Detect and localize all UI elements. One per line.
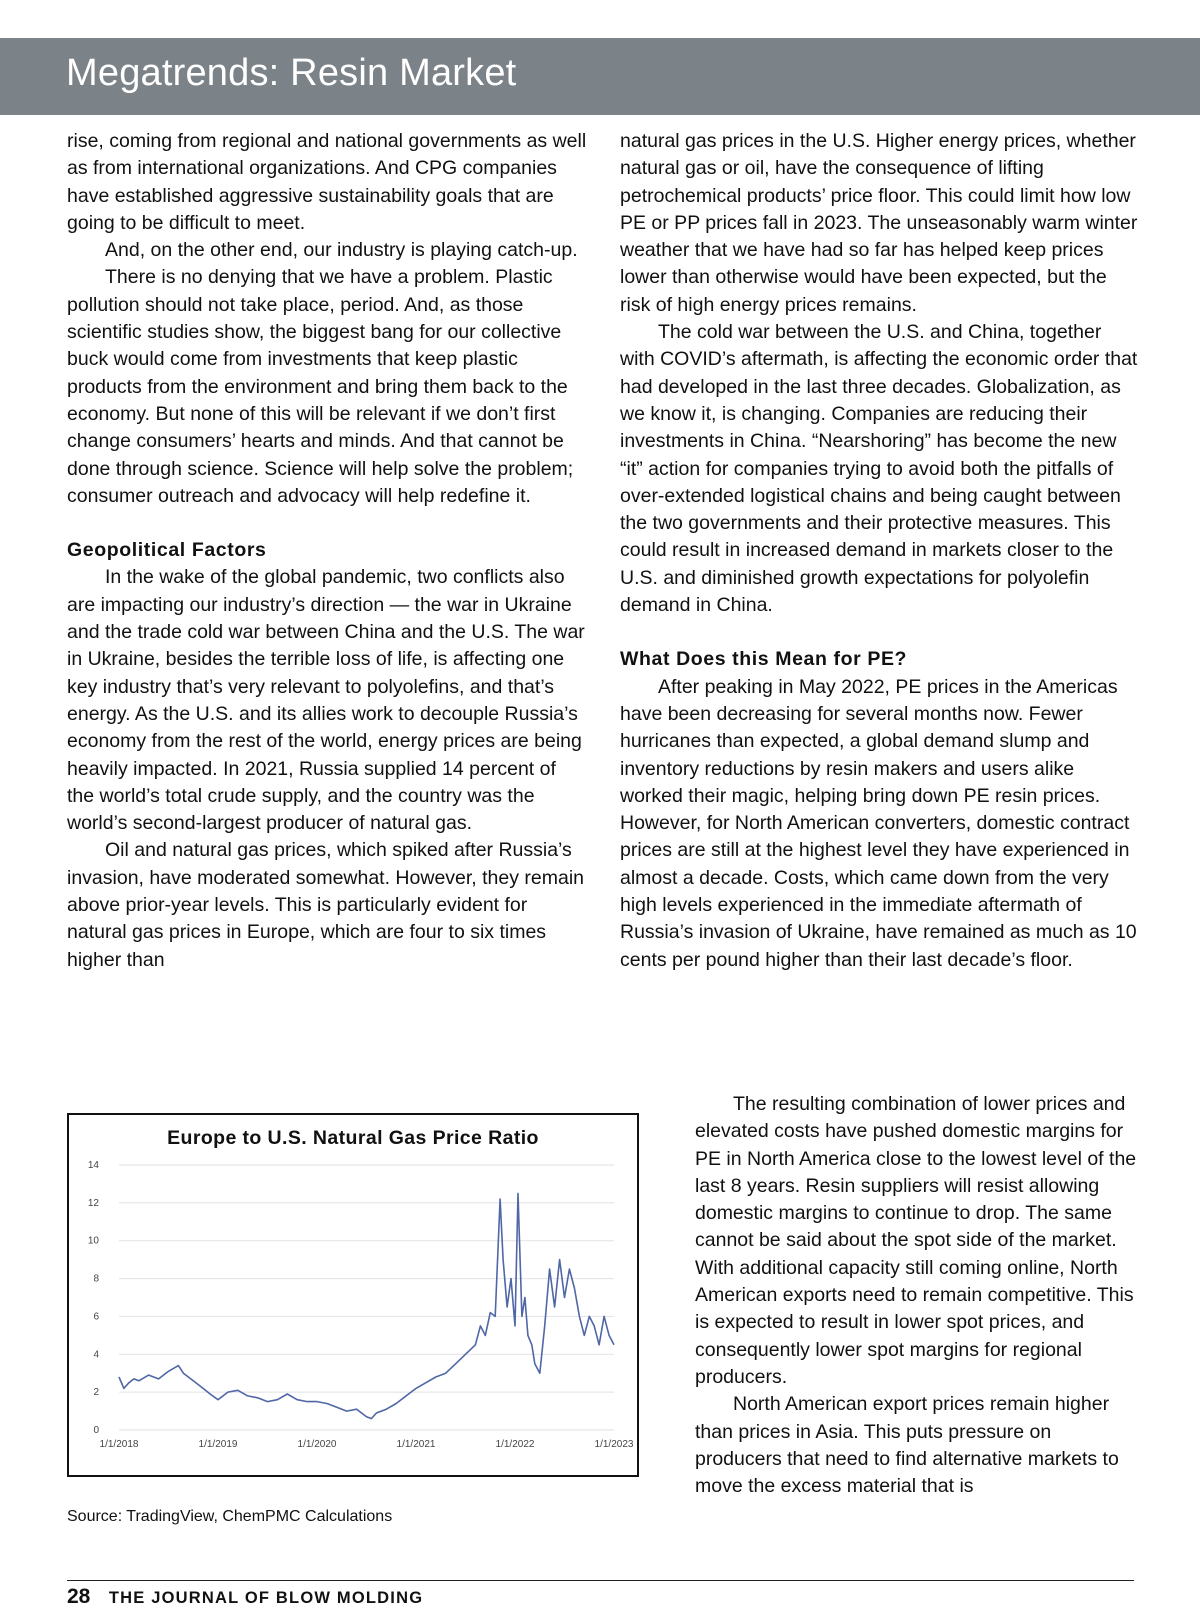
paragraph: And, on the other end, our industry is playing catch-up. xyxy=(105,239,578,262)
chart-title: Europe to U.S. Natural Gas Price Ratio xyxy=(167,1127,539,1149)
publication-name: THE JOURNAL OF BLOW MOLDING xyxy=(108,1589,424,1607)
y-tick-label: 10 xyxy=(87,1235,99,1247)
paragraph: In the wake of the global pandemic, two conflicts also are impacting our industry’s direction — the war in Ukraine and the trade cold war between China and the U.S. The war in Ukraine, besides the terrible loss of life, is affecting one key industry that’s very relevant to polyolefins, and that’s energy. As the U.S. and its allies work to decouple Russia’s economy from the rest of the world, energy prices are being heavily impacted. In 2021, Russia supplied 14 percent of the world’s total crude supply, and the country was the world’s second-largest producer of natural gas. xyxy=(67,566,585,835)
left-column xyxy=(67,128,587,974)
x-tick-label: 1/1/2018 xyxy=(99,1439,139,1450)
paragraph: The resulting combination of lower prices and elevated costs have pushed domestic margins for PE in North America close to the lowest level of the last 8 years. Resin suppliers will resist allowing domestic margins to continue to drop. The same cannot be said about the spot side of the market. With additional capacity still coming online, North American exports need to remain competitive. This is expected to result in lower spot prices, and consequently lower spot margins for regional producers. xyxy=(695,1093,1137,1388)
y-tick-label: 12 xyxy=(87,1197,99,1209)
x-tick-label: 1/1/2019 xyxy=(198,1439,238,1450)
right-column xyxy=(620,128,1140,974)
x-tick-label: 1/1/2021 xyxy=(396,1439,436,1450)
paragraph: The cold war between the U.S. and China, together with COVID’s aftermath, is affecting the economic order that had developed in the last three decades. Globalization, as we know it, is changing. Companies are reducing their investments in China. “Nearshoring” has become the new “it” action for companies trying to avoid both the pitfalls of over-extended logistical chains and being caught between the two governments and their protective measures. This could result in increased demand in markets closer to the U.S. and diminished growth expectations for polyolefin demand in China. xyxy=(620,321,1138,617)
chart-source: Source: TradingView, ChemPMC Calculations xyxy=(67,1508,393,1525)
paragraph: rise, coming from regional and national governments as well as from international organizations. And CPG companies have established aggressive sustainability goals that are going to be difficult to meet. xyxy=(67,130,587,234)
x-tick-label: 1/1/2022 xyxy=(495,1439,535,1450)
page-number: 28 xyxy=(67,1585,91,1608)
x-tick-label: 1/1/2023 xyxy=(594,1439,634,1450)
paragraph: North American export prices remain higher than prices in Asia. This puts pressure on producers that need to find alternative markets to move the excess material that is xyxy=(695,1393,1119,1498)
footer-divider xyxy=(67,1580,1134,1581)
page-header-bar xyxy=(0,38,1200,115)
page-header-title: Megatrends: Resin Market xyxy=(66,52,517,94)
paragraph: natural gas prices in the U.S. Higher energy prices, whether natural gas or oil, have the consequence of lifting petrochemical products’ price floor. This could limit how low PE or PP prices fall in 2023. The unseasonably warm winter weather that we have had so far has helped keep prices lower than otherwise would have been expected, but the risk of high energy prices remains. xyxy=(620,130,1138,316)
section-heading-pe: What Does this Mean for PE? xyxy=(620,648,908,671)
y-tick-label: 4 xyxy=(93,1349,99,1361)
chart-panel xyxy=(67,1113,639,1477)
chart-canvas xyxy=(69,1115,637,1475)
y-tick-label: 6 xyxy=(93,1311,99,1323)
y-tick-label: 8 xyxy=(93,1273,99,1285)
y-tick-label: 14 xyxy=(87,1160,99,1171)
section-heading-geopolitical: Geopolitical Factors xyxy=(67,539,267,562)
paragraph: Oil and natural gas prices, which spiked after Russia’s invasion, have moderated somewhat. However, they remain above prior-year levels. This is particularly evident for natural gas prices in Europe, which are four to six times higher than xyxy=(67,839,585,971)
y-tick-label: 2 xyxy=(93,1387,99,1399)
right-column-lower xyxy=(695,1091,1140,1500)
page-footer xyxy=(67,1585,423,1609)
y-tick-label: 0 xyxy=(93,1425,99,1436)
paragraph: There is no denying that we have a problem. Plastic pollution should not take place, period. And, as those scientific studies show, the biggest bang for our collective buck would come from investments that keep plastic products from the environment and bring them back to the economy. But none of this will be relevant if we don’t first change consumers’ hearts and minds. And that cannot be done through science. Science will help solve the problem; consumer outreach and advocacy will help redefine it. xyxy=(67,266,574,507)
x-tick-label: 1/1/2020 xyxy=(297,1439,337,1450)
paragraph: After peaking in May 2022, PE prices in the Americas have been decreasing for several months now. Fewer hurricanes than expected, a global demand slump and inventory reductions by resin makers and users alike worked their magic, helping bring down PE resin prices. However, for North American converters, domestic contract prices are still at the highest level they have experienced in almost a decade. Costs, which came down from the very high levels experienced in the immediate aftermath of Russia’s invasion of Ukraine, have remained as much as 10 cents per pound higher than their last decade’s floor. xyxy=(620,675,1137,971)
series-line xyxy=(119,1193,614,1418)
